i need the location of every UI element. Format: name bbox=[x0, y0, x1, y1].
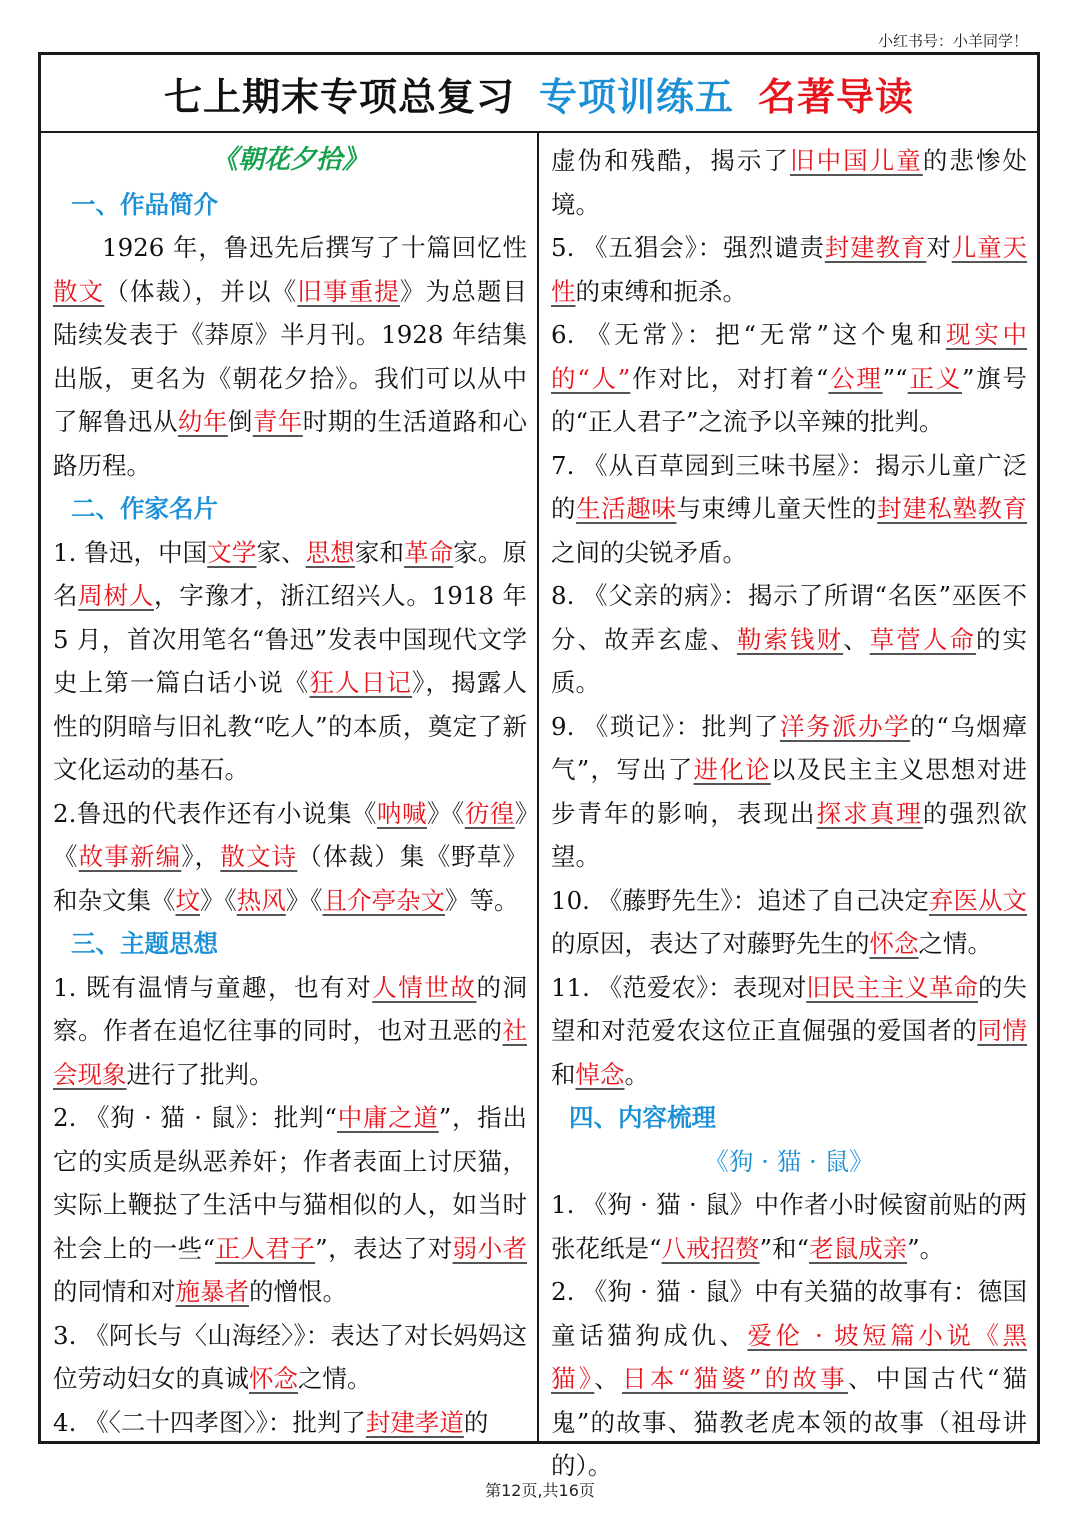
subsection-title bbox=[551, 1140, 1027, 1184]
answer-text: 公理 bbox=[828, 363, 883, 393]
text-segment: 的束缚和扼杀。 bbox=[575, 276, 747, 306]
right-column bbox=[539, 133, 1037, 1480]
text-segment: ”和“ bbox=[759, 1233, 810, 1263]
text-segment: 倒 bbox=[227, 407, 253, 436]
text-segment: ”。 bbox=[907, 1233, 945, 1263]
text-segment: 9. 《琐记》：批判了 bbox=[551, 711, 780, 741]
text-segment: 1. 鲁迅，中国 bbox=[53, 537, 208, 567]
text-segment: 1. 既有温情与童趣，也有对 bbox=[53, 972, 373, 1002]
text-segment: 的洞察。作者在追忆往事的同时，也对丑恶的 bbox=[53, 972, 528, 1045]
text-segment: 、中国古代“猫鬼”的故事、猫教老虎本领的故事（祖母讲的）。 bbox=[551, 1364, 1028, 1480]
text-segment: 的 bbox=[463, 1407, 489, 1437]
text-segment: 之情。 bbox=[298, 1364, 372, 1393]
text-segment: 家和 bbox=[354, 537, 405, 567]
answer-text: 社会现象 bbox=[53, 1016, 527, 1089]
section-heading bbox=[53, 183, 527, 227]
section-heading bbox=[551, 1096, 1027, 1140]
text-segment: 》等。 bbox=[445, 885, 519, 915]
answer-text: 封建私塾教育 bbox=[877, 494, 1028, 523]
text-segment: 的悲惨处境。 bbox=[551, 146, 1028, 219]
paragraph bbox=[53, 792, 527, 923]
answer-text: 施暴者 bbox=[175, 1277, 249, 1306]
answer-text: 封建孝道 bbox=[365, 1407, 464, 1437]
answer-text: 旧中国儿童 bbox=[790, 146, 923, 175]
text-segment: 》《 bbox=[200, 885, 237, 915]
answer-text: 故事新编 bbox=[78, 842, 182, 871]
text-segment: 的“乌烟瘴气”，写出了 bbox=[551, 711, 1027, 784]
paragraph bbox=[53, 226, 527, 487]
answer-text: 悼念 bbox=[575, 1059, 625, 1089]
text-segment: （体裁）集《野草》和杂文集《 bbox=[53, 842, 528, 915]
text-segment: 作对比，对打着“ bbox=[630, 363, 829, 393]
answer-text: 周树人 bbox=[78, 581, 154, 610]
watermark: 小红书号：小羊同学！ bbox=[877, 32, 1028, 50]
text-segment: 4. 《〈二十四孝图〉》：批判了 bbox=[53, 1407, 366, 1437]
answer-text: 正义 bbox=[907, 363, 962, 393]
paragraph bbox=[53, 966, 527, 1097]
answer-text: 青年 bbox=[252, 407, 303, 436]
text-segment: 《狗 · 猫 · 鼠》 bbox=[704, 1146, 874, 1176]
paragraph bbox=[53, 1096, 527, 1314]
text-segment: 》《 bbox=[53, 798, 528, 871]
paragraph bbox=[551, 1183, 1027, 1270]
text-segment: 的强烈欲望。 bbox=[551, 798, 1028, 871]
page-title bbox=[41, 55, 1037, 133]
text-segment: 四、内容梳理 bbox=[569, 1103, 716, 1132]
answer-text: 同情 bbox=[977, 1016, 1028, 1045]
answer-text: 进化论 bbox=[693, 755, 771, 784]
answer-text: 八戒招赘 bbox=[661, 1233, 760, 1263]
text-segment: 虚伪和残酷，揭示了 bbox=[551, 146, 791, 175]
text-segment: 进行了批判。 bbox=[126, 1059, 274, 1089]
paragraph bbox=[53, 1401, 527, 1445]
text-segment: ”旗号的“正人君子”之流予以辛辣的批判。 bbox=[551, 363, 1028, 436]
text-segment: ”，指出它的实质是纵恶养奸；作者表面上讨厌猫，实际上鞭挞了生活中与猫相似的人，如当时社会上的一些“ bbox=[53, 1103, 528, 1263]
answer-text: 探求真理 bbox=[816, 798, 923, 828]
text-segment: 》《 bbox=[285, 885, 323, 915]
answer-text: 生活趣味 bbox=[576, 494, 677, 523]
text-segment: 时期的生活道路和心路历程。 bbox=[53, 407, 528, 480]
paragraph bbox=[551, 574, 1027, 705]
paragraph bbox=[551, 1270, 1027, 1488]
answer-text: 弱小者 bbox=[452, 1233, 527, 1263]
answer-text: 怀念 bbox=[869, 929, 919, 958]
text-segment: 7. 《从百草园到三味书屋》：揭示儿童广泛的 bbox=[551, 450, 1027, 523]
paragraph bbox=[551, 444, 1027, 575]
title-part-review: 七上期末专项总复习 bbox=[163, 74, 515, 119]
answer-text: 儿童天性 bbox=[551, 233, 1028, 306]
answer-text: 弃医从文 bbox=[928, 885, 1028, 915]
answer-text: 洋务派办学 bbox=[779, 711, 911, 741]
text-segment: 8. 《父亲的病》：揭示了所谓“名医”巫医不分、故弄玄虚、 bbox=[551, 581, 1027, 654]
text-segment: 以及民主主义思想对进步青年的影响，表现出 bbox=[551, 755, 1027, 828]
answer-text: 老鼠成亲 bbox=[809, 1233, 908, 1263]
text-segment: 3. 《阿长与〈山海经〉》：表达了对长妈妈这位劳动妇女的真诚 bbox=[53, 1320, 527, 1393]
text-segment: 和 bbox=[551, 1059, 576, 1089]
section-heading bbox=[53, 922, 527, 966]
text-segment: ”，表达了对 bbox=[315, 1233, 453, 1263]
answer-text: 文学 bbox=[207, 537, 257, 567]
section-heading bbox=[53, 487, 527, 531]
answer-text: 旧事重提 bbox=[297, 276, 400, 306]
answer-text: 草菅人命 bbox=[869, 624, 976, 654]
answer-text: 呐喊 bbox=[376, 798, 427, 828]
text-segment: 《朝花夕拾》 bbox=[211, 145, 368, 175]
text-segment: 的失望和对范爱农这位正直倔强的爱国者的 bbox=[551, 972, 1028, 1045]
text-segment: 与束缚儿童天性的 bbox=[676, 494, 878, 523]
text-segment: 1926 年，鲁迅先后撰写了十篇回忆性 bbox=[102, 233, 527, 262]
answer-text: 且介亭杂文 bbox=[322, 885, 445, 915]
text-segment: 2.鲁迅的代表作还有小说集《 bbox=[53, 798, 377, 828]
content-columns bbox=[41, 133, 1037, 1480]
text-segment: 的同情和对 bbox=[53, 1277, 176, 1306]
text-segment: 二、作家名片 bbox=[71, 494, 218, 523]
title-part-training: 专项训练五 bbox=[538, 74, 734, 119]
answer-text: 散文 bbox=[53, 276, 105, 306]
answer-text: 革命 bbox=[404, 537, 454, 567]
text-segment: 》为总题目陆续发表于《莽原》半月刊。1928 年结集出版，更名为《朝花夕拾》。我们可以从中了解鲁迅从 bbox=[53, 276, 528, 436]
book-title bbox=[53, 139, 527, 183]
answer-text: 幼年 bbox=[177, 407, 228, 436]
paragraph bbox=[551, 966, 1027, 1097]
paragraph bbox=[53, 531, 527, 792]
text-segment: 》《 bbox=[426, 798, 465, 828]
answer-text: 爱伦 · 坡短篇小说《黑猫》 bbox=[551, 1320, 1027, 1393]
text-segment: 三、主题思想 bbox=[71, 929, 218, 958]
answer-text: 封建教育 bbox=[824, 233, 927, 262]
text-segment: （体裁），并以《 bbox=[104, 276, 298, 306]
paragraph bbox=[551, 705, 1027, 879]
text-segment: 2. 《狗 · 猫 · 鼠》：批判“ bbox=[53, 1103, 337, 1132]
text-segment: 之情。 bbox=[918, 929, 992, 958]
answer-text: 思想 bbox=[305, 537, 355, 567]
text-segment: 2. 《狗 · 猫 · 鼠》中有关猫的故事有：德国童话猫狗成仇、 bbox=[551, 1277, 1027, 1350]
page-number: 第12页,共16页 bbox=[485, 1481, 595, 1500]
paragraph bbox=[551, 226, 1027, 313]
text-segment: 对 bbox=[926, 233, 952, 262]
text-segment: 家、 bbox=[256, 537, 306, 567]
paragraph bbox=[53, 1314, 527, 1401]
answer-text: 散文诗 bbox=[220, 842, 298, 871]
left-column bbox=[41, 133, 539, 1441]
text-segment: 的实质。 bbox=[551, 624, 1028, 697]
answer-text: 坟 bbox=[175, 885, 200, 915]
title-part-topic: 名著导读 bbox=[758, 74, 915, 119]
text-segment: 10. 《藤野先生》：追述了自己决定 bbox=[551, 885, 929, 915]
answer-text: 日本“猫婆”的故事 bbox=[622, 1364, 848, 1393]
paragraph bbox=[551, 879, 1027, 966]
text-segment: 1. 《狗 · 猫 · 鼠》中作者小时候窗前贴的两张花纸是“ bbox=[551, 1190, 1027, 1263]
text-segment: 一、作品简介 bbox=[71, 189, 218, 219]
answer-text: 狂人日记 bbox=[309, 668, 413, 697]
text-segment: 》， bbox=[181, 842, 221, 871]
text-segment: 11. 《范爱农》：表现对 bbox=[551, 972, 807, 1002]
answer-text: 现实中的“人” bbox=[551, 320, 1027, 393]
text-segment: 6. 《无常》：把“无常”这个鬼和 bbox=[551, 320, 946, 349]
text-segment: ”“ bbox=[882, 363, 908, 393]
answer-text: 怀念 bbox=[249, 1364, 298, 1393]
worksheet-frame bbox=[38, 52, 1040, 1480]
paragraph bbox=[551, 313, 1027, 444]
answer-text: 中庸之道 bbox=[336, 1103, 439, 1132]
text-segment: 5. 《五猖会》：强烈谴责 bbox=[551, 233, 825, 262]
answer-text: 彷徨 bbox=[464, 798, 515, 828]
answer-text: 勒索钱财 bbox=[736, 624, 844, 654]
text-segment: 。 bbox=[624, 1059, 649, 1089]
answer-text: 正人君子 bbox=[215, 1233, 316, 1263]
answer-text: 人情世故 bbox=[372, 972, 477, 1002]
answer-text: 旧民主主义革命 bbox=[806, 972, 978, 1002]
text-segment: ，字豫才，浙江绍兴人。1918 年 5 月，首次用笔名“鲁迅”发表中国现代文学史上第一篇白话小说《 bbox=[53, 581, 528, 697]
text-segment: 之间的尖锐矛盾。 bbox=[551, 537, 747, 567]
text-segment: 、 bbox=[843, 624, 870, 654]
text-segment: 家。原名 bbox=[53, 537, 527, 610]
text-segment: 、 bbox=[594, 1364, 623, 1393]
text-segment: 的原因，表达了对藤野先生的 bbox=[551, 929, 870, 958]
text-segment: 的憎恨。 bbox=[249, 1277, 347, 1306]
text-segment: 》，揭露人性的阴暗与旧礼教“吃人”的本质，奠定了新文化运动的基石。 bbox=[53, 668, 528, 784]
paragraph bbox=[551, 139, 1027, 226]
answer-text: 热风 bbox=[236, 885, 286, 915]
